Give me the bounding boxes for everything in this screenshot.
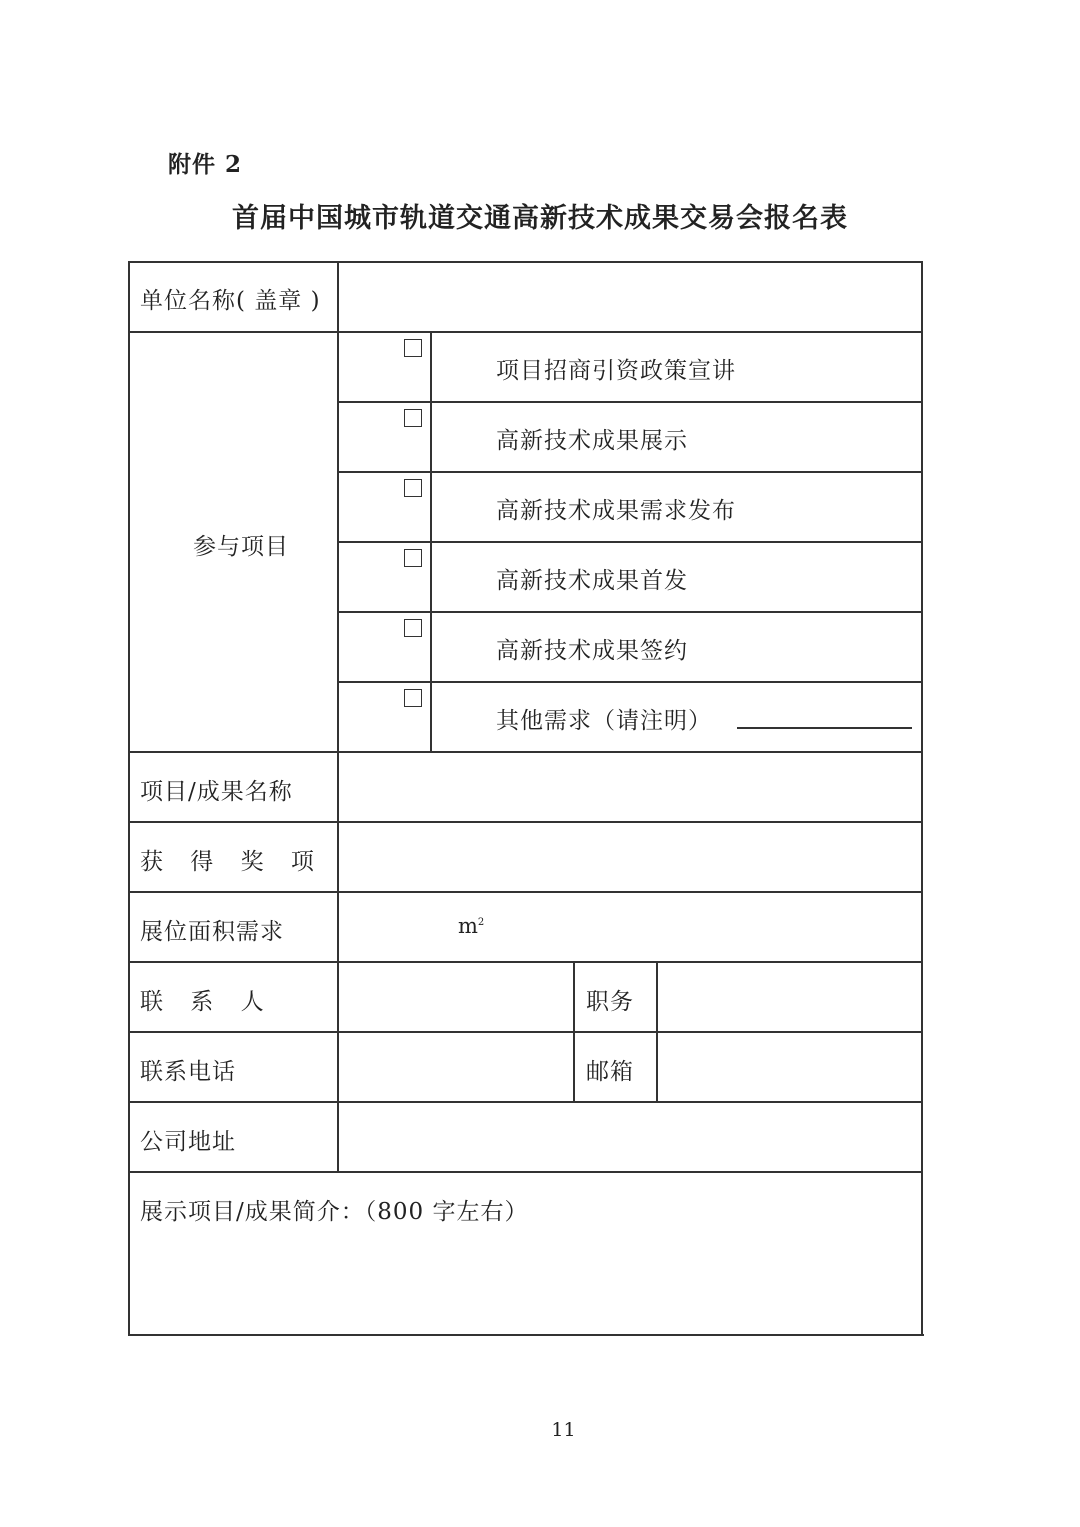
square-meter-unit: $m^2$ [458, 914, 485, 938]
option-divider [338, 611, 922, 613]
page-number: 11 [551, 1419, 576, 1441]
checkbox-demand-release[interactable] [404, 479, 422, 497]
participation-label: 参与项目 [193, 534, 289, 560]
table-border-bottom [128, 1334, 924, 1336]
checkbox-other-needs[interactable] [404, 689, 422, 707]
checkbox-tech-showcase[interactable] [404, 409, 422, 427]
option-contract-signing: 高新技术成果签约 [496, 638, 688, 664]
row-divider [128, 751, 922, 753]
checkbox-first-launch[interactable] [404, 549, 422, 567]
option-policy-promotion: 项目招商引资政策宣讲 [496, 358, 736, 384]
address-label: 公司地址 [140, 1129, 236, 1155]
row-divider [128, 961, 922, 963]
checkbox-contract-signing[interactable] [404, 619, 422, 637]
row-divider [128, 331, 922, 333]
row-divider [128, 1031, 922, 1033]
checkbox-column-divider [430, 331, 432, 752]
option-first-launch: 高新技术成果首发 [496, 568, 688, 594]
table-border-left [128, 261, 130, 1336]
option-demand-release: 高新技术成果需求发布 [496, 498, 736, 524]
unit-name-label: 单位名称( 盖章 ) [140, 288, 321, 314]
row-divider [128, 891, 922, 893]
option-divider [338, 401, 922, 403]
awards-label: 获 得 奖 项 [140, 849, 324, 875]
contact-column-divider [573, 961, 575, 1102]
row-divider [128, 1171, 922, 1173]
table-border-right [921, 261, 923, 1336]
booth-area-label: 展位面积需求 [140, 919, 284, 945]
contact-column-divider [656, 961, 658, 1102]
option-divider [338, 471, 922, 473]
contact-label: 联 系 人 [140, 989, 274, 1015]
phone-label: 联系电话 [140, 1059, 236, 1085]
option-tech-showcase: 高新技术成果展示 [496, 428, 688, 454]
project-name-label: 项目/成果名称 [140, 779, 293, 805]
position-label: 职务 [586, 989, 634, 1015]
intro-label: 展示项目/成果简介：（800 字左右） [140, 1199, 529, 1225]
table-border-top [128, 261, 922, 263]
email-label: 邮箱 [586, 1059, 634, 1085]
option-divider [338, 681, 922, 683]
option-other-needs: 其他需求（请注明） [496, 708, 712, 734]
annex-label: 附件 2 [168, 151, 243, 178]
checkbox-policy-promotion[interactable] [404, 339, 422, 357]
row-divider [128, 821, 922, 823]
form-title: 首届中国城市轨道交通高新技术成果交易会报名表 [232, 203, 848, 234]
other-needs-blank[interactable] [737, 727, 912, 729]
option-divider [338, 541, 922, 543]
label-column-divider [337, 261, 339, 1172]
row-divider [128, 1101, 922, 1103]
